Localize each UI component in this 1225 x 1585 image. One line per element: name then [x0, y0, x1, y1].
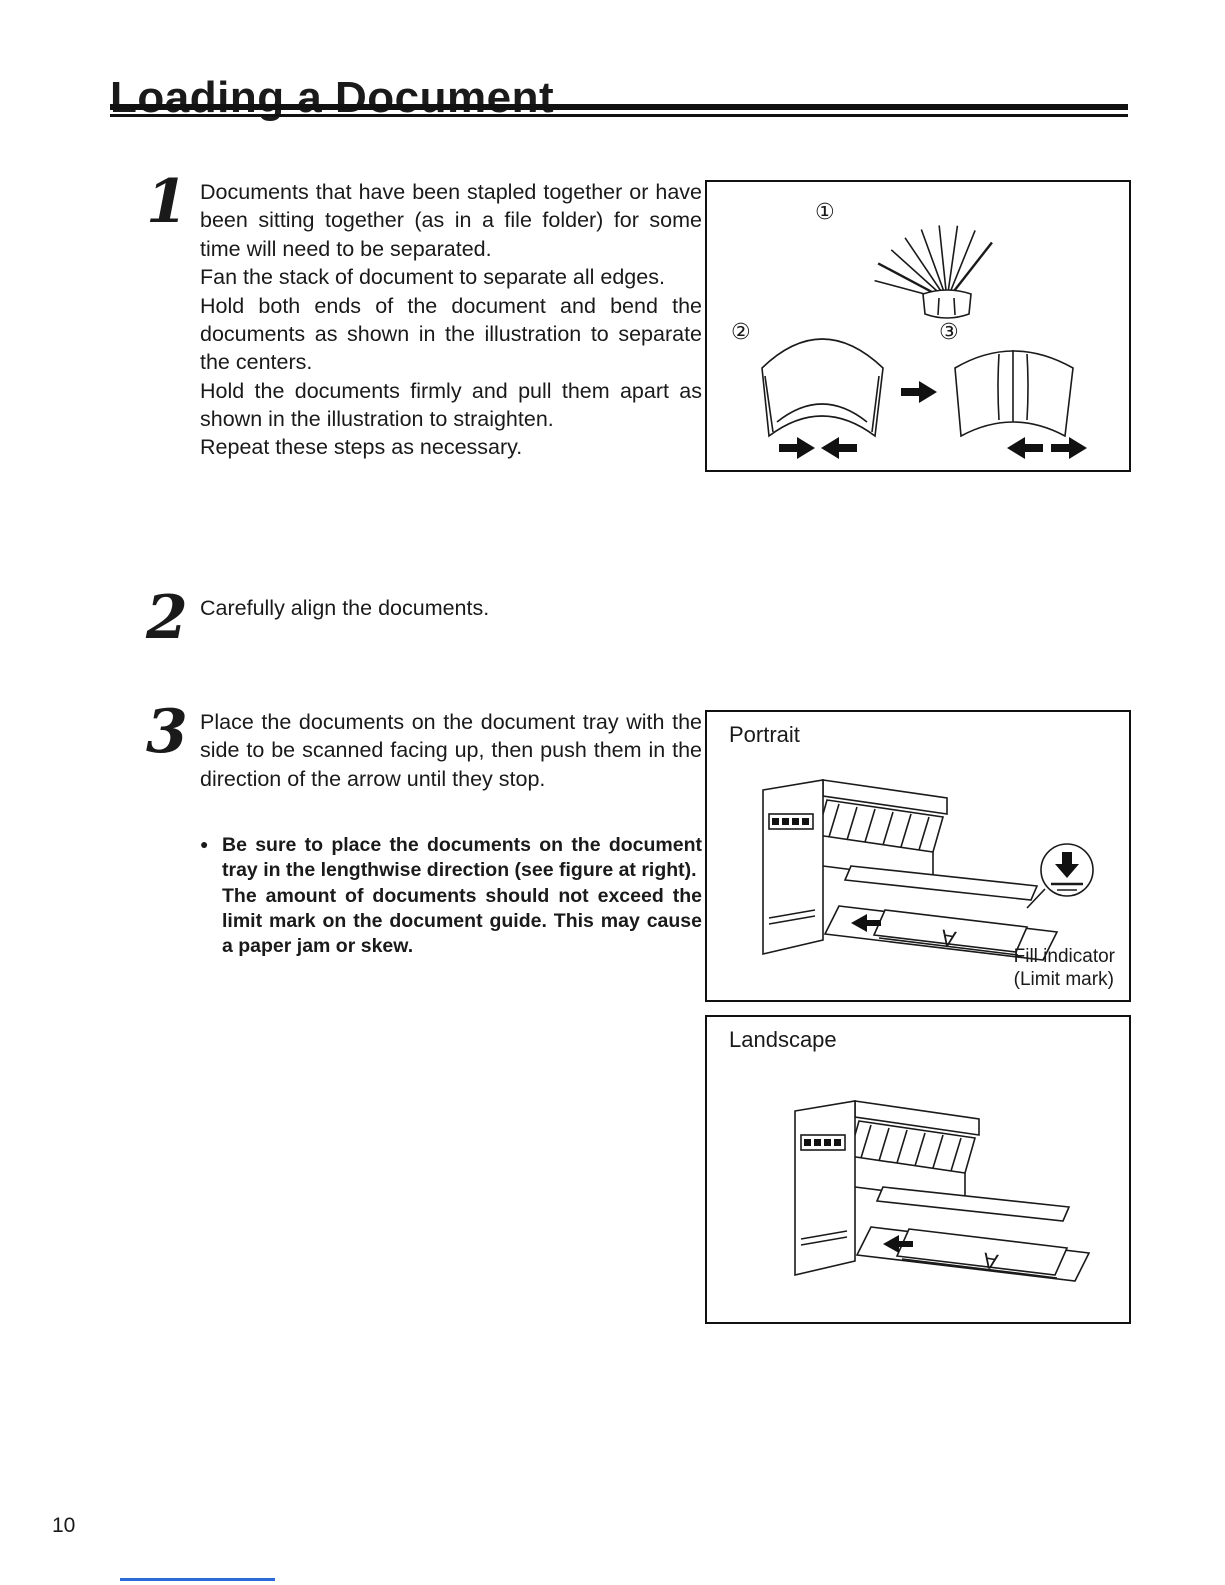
- portrait-label: Portrait: [729, 722, 800, 747]
- step-2-text: [200, 594, 702, 622]
- fill-indicator-caption: Fill indicator (Limit mark): [1013, 945, 1115, 991]
- fan-documents-illustration: [707, 182, 1125, 466]
- step-1-paragraph: Hold the documents firmly and pull them apart as shown in the illustration to straighten.: [200, 378, 702, 431]
- scanner-landscape-illustration: [707, 1017, 1125, 1318]
- step-2-number: 2: [146, 583, 188, 653]
- scan-artifact-line: [120, 1578, 275, 1581]
- step-3-paragraph: Place the documents on the document tray with the side to be scanned facing up, then push them in the direction of the arrow until they stop.: [200, 710, 702, 791]
- svg-text:A: A: [939, 924, 958, 952]
- landscape-label: Landscape: [729, 1027, 837, 1052]
- svg-text:A: A: [981, 1247, 1000, 1275]
- note-paragraph: The amount of documents should not exceed the limit mark on the document guide. This may cause a paper jam or skew.: [222, 884, 702, 958]
- bullet-icon: ●: [200, 836, 209, 852]
- circled-number-3: ③: [939, 320, 959, 345]
- title-rule: [110, 104, 1128, 117]
- step-1-paragraph: Fan the stack of document to separate all edges.: [200, 265, 665, 290]
- landscape-figure: [705, 1015, 1131, 1324]
- note-paragraph: Be sure to place the documents on the document tray in the lengthwise direction (see figure at right).: [222, 834, 702, 882]
- circled-number-2: ②: [731, 320, 751, 345]
- page-title: Loading a Document: [110, 73, 555, 123]
- circled-number-1: ①: [815, 200, 835, 225]
- step-1-paragraph: Hold both ends of the document and bend the documents as shown in the illustration to separate the centers.: [200, 293, 702, 375]
- portrait-figure: [705, 710, 1131, 1002]
- step-2-paragraph: Carefully align the documents.: [200, 596, 490, 620]
- step-1-paragraph: Documents that have been stapled together or have been sitting together (as in a file folder) for some time will need to be separated.: [200, 180, 702, 261]
- step-3-note: [200, 833, 702, 960]
- page-number: 10: [52, 1514, 76, 1537]
- step-1-number: 1: [146, 167, 188, 237]
- step-1-paragraph: Repeat these steps as necessary.: [200, 435, 523, 460]
- fan-documents-figure: [705, 180, 1131, 472]
- step-1-text: [200, 178, 702, 462]
- step-3-text: [200, 708, 702, 793]
- step-3-number: 3: [146, 697, 188, 767]
